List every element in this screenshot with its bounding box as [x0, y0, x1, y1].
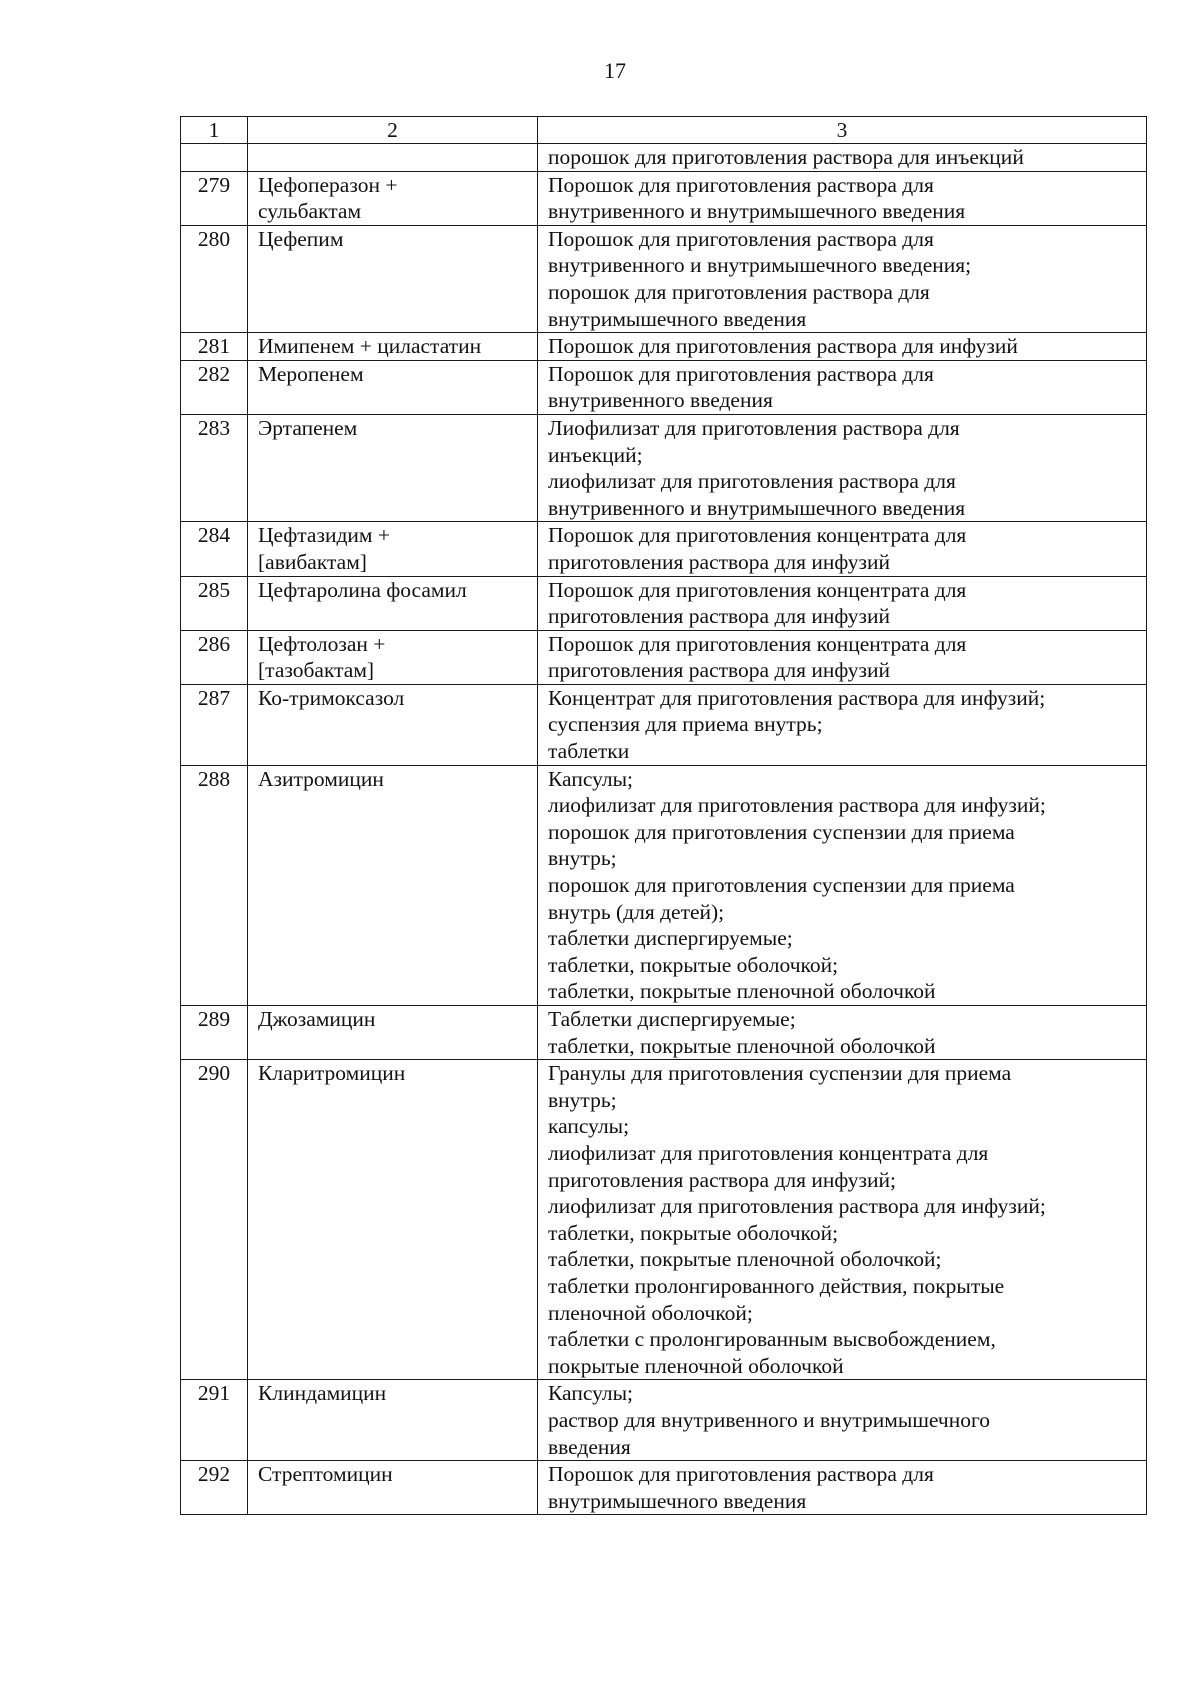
row-number: 280 — [181, 225, 248, 332]
dosage-forms — [538, 360, 1147, 414]
dosage-form-line: капсулы; — [548, 1114, 630, 1139]
drug-name — [248, 333, 538, 361]
table-row — [181, 765, 1147, 1005]
table-header-row — [181, 117, 1147, 144]
dosage-form-line: внутрь; — [548, 1087, 617, 1112]
dosage-form-line: внутривенного и внутримышечного введения — [548, 495, 966, 520]
row-number: 279 — [181, 171, 248, 225]
table-row — [181, 333, 1147, 361]
dosage-forms — [538, 1461, 1147, 1515]
dosage-form-line: порошок для приготовления раствора для — [548, 279, 930, 304]
dosage-form-line: раствор для внутривенного и внутримышечного — [548, 1407, 991, 1432]
dosage-form-line: таблетки — [548, 739, 630, 764]
table-row — [181, 684, 1147, 765]
dosage-forms — [538, 1006, 1147, 1060]
row-number: 283 — [181, 414, 248, 521]
dosage-forms — [538, 144, 1147, 172]
dosage-forms — [538, 522, 1147, 576]
dosage-form-line: приготовления раствора для инфузий — [548, 549, 891, 574]
dosage-form-line: лиофилизат для приготовления раствора для инфузий; — [548, 1194, 1046, 1219]
row-number: 289 — [181, 1006, 248, 1060]
dosage-form-line: Капсулы; — [548, 766, 634, 791]
row-number: 292 — [181, 1461, 248, 1515]
dosage-form-line: лиофилизат для приготовления концентрата для — [548, 1140, 989, 1165]
dosage-form-line: внутривенного и внутримышечного введения; — [548, 253, 972, 278]
column-header-3: 3 — [538, 117, 1147, 144]
drug-name-line: Имипенем + циластатин — [258, 334, 482, 359]
dosage-form-line: внутрь; — [548, 846, 617, 871]
drug-name — [248, 576, 538, 630]
dosage-form-line: Порошок для приготовления раствора для инфузий — [548, 334, 1018, 359]
drug-name — [248, 171, 538, 225]
dosage-forms — [538, 1060, 1147, 1380]
row-number: 282 — [181, 360, 248, 414]
dosage-form-line: Порошок для приготовления раствора для — [548, 172, 934, 197]
dosage-form-line: Капсулы; — [548, 1381, 634, 1406]
drug-name-line: Эртапенем — [258, 415, 358, 440]
row-number: 286 — [181, 630, 248, 684]
dosage-form-line: таблетки, покрытые пленочной оболочкой — [548, 979, 936, 1004]
dosage-form-line: Порошок для приготовления концентрата для — [548, 577, 967, 602]
dosage-form-line: суспензия для приема внутрь; — [548, 712, 823, 737]
drug-name-line: Азитромицин — [258, 766, 384, 791]
drug-name-line: Джозамицин — [258, 1007, 376, 1031]
table-row — [181, 171, 1147, 225]
drug-name — [248, 630, 538, 684]
table-row — [181, 144, 1147, 172]
row-number: 291 — [181, 1380, 248, 1461]
dosage-form-line: таблетки диспергируемые; — [548, 926, 793, 951]
row-number: 287 — [181, 684, 248, 765]
dosage-form-line: пленочной оболочкой; — [548, 1300, 753, 1325]
dosage-form-line: введения — [548, 1434, 631, 1459]
dosage-form-line: таблетки, покрытые пленочной оболочкой — [548, 1033, 936, 1058]
table-row — [181, 414, 1147, 521]
drug-name-line: Цефтаролина фосамил — [258, 577, 467, 602]
dosage-form-line: внутривенного и внутримышечного введения — [548, 199, 966, 224]
dosage-form-line: Порошок для приготовления концентрата для — [548, 631, 967, 656]
drug-name-line: сульбактам — [258, 199, 362, 224]
dosage-forms — [538, 576, 1147, 630]
drug-name-line: Кларитромицин — [258, 1061, 406, 1086]
drug-name — [248, 1060, 538, 1380]
dosage-form-line: Лиофилизат для приготовления раствора для — [548, 415, 960, 440]
table-row — [181, 522, 1147, 576]
dosage-form-line: таблетки, покрытые оболочкой; — [548, 1220, 839, 1245]
dosage-forms — [538, 414, 1147, 521]
drug-name — [248, 1380, 538, 1461]
row-number: 285 — [181, 576, 248, 630]
column-header-1: 1 — [181, 117, 248, 144]
dosage-forms — [538, 630, 1147, 684]
row-number: 288 — [181, 765, 248, 1005]
dosage-form-line: приготовления раствора для инфузий; — [548, 1167, 897, 1192]
page-number: 17 — [604, 58, 626, 83]
table-body — [181, 144, 1147, 1515]
dosage-forms — [538, 225, 1147, 332]
row-number: 290 — [181, 1060, 248, 1380]
dosage-forms — [538, 333, 1147, 361]
dosage-form-line: приготовления раствора для инфузий — [548, 658, 891, 683]
dosage-form-line: приготовления раствора для инфузий — [548, 604, 891, 629]
dosage-form-line: таблетки с пролонгированным высвобождением, — [548, 1327, 996, 1352]
dosage-form-line: инъекций; — [548, 442, 643, 467]
drug-name — [248, 414, 538, 521]
drug-name-line: Меропенем — [258, 361, 364, 386]
drug-name-line: Цефепим — [258, 226, 344, 251]
dosage-form-line: Концентрат для приготовления раствора для инфузий; — [548, 685, 1046, 710]
drug-name — [248, 765, 538, 1005]
dosage-form-line: Таблетки диспергируемые; — [548, 1007, 796, 1031]
dosage-form-line: Порошок для приготовления раствора для — [548, 1462, 934, 1487]
drug-name-line: Цефоперазон + — [258, 172, 398, 197]
dosage-form-line: Порошок для приготовления концентрата для — [548, 523, 967, 548]
table-row — [181, 630, 1147, 684]
row-number: 281 — [181, 333, 248, 361]
row-number: 284 — [181, 522, 248, 576]
drug-name-line: Стрептомицин — [258, 1462, 393, 1487]
drug-table — [180, 116, 1147, 1515]
drug-name — [248, 1461, 538, 1515]
table-row — [181, 1006, 1147, 1060]
drug-name-line: [тазобактам] — [258, 658, 375, 683]
column-header-2: 2 — [248, 117, 538, 144]
table-row — [181, 576, 1147, 630]
table-row — [181, 225, 1147, 332]
table-row — [181, 1060, 1147, 1380]
dosage-form-line: внутрь (для детей); — [548, 899, 725, 924]
dosage-form-line: Порошок для приготовления раствора для — [548, 226, 934, 251]
dosage-forms — [538, 171, 1147, 225]
dosage-form-line: порошок для приготовления суспензии для приема — [548, 873, 1015, 898]
dosage-forms — [538, 765, 1147, 1005]
drug-name — [248, 225, 538, 332]
drug-name-line: Клиндамицин — [258, 1381, 387, 1406]
row-number — [181, 144, 248, 172]
drug-name-line: Ко-тримоксазол — [258, 685, 405, 710]
dosage-form-line: лиофилизат для приготовления раствора для инфузий; — [548, 793, 1046, 818]
dosage-form-line: лиофилизат для приготовления раствора для — [548, 469, 956, 494]
drug-name — [248, 1006, 538, 1060]
table-row — [181, 1380, 1147, 1461]
dosage-forms — [538, 684, 1147, 765]
dosage-forms — [538, 1380, 1147, 1461]
drug-name — [248, 360, 538, 414]
table-row — [181, 360, 1147, 414]
dosage-form-line: внутримышечного введения — [548, 306, 807, 331]
dosage-form-line: покрытые пленочной оболочкой — [548, 1353, 844, 1378]
drug-name-line: Цефтазидим + — [258, 523, 391, 548]
drug-name-line: Цефтолозан + — [258, 631, 386, 656]
drug-name — [248, 684, 538, 765]
dosage-form-line: Гранулы для приготовления суспензии для приема — [548, 1061, 1012, 1086]
table-row — [181, 1461, 1147, 1515]
drug-name-line: [авибактам] — [258, 549, 367, 574]
dosage-form-line: таблетки пролонгированного действия, покрытые — [548, 1273, 1005, 1298]
dosage-form-line: таблетки, покрытые оболочкой; — [548, 952, 839, 977]
dosage-form-line: порошок для приготовления суспензии для приема — [548, 819, 1015, 844]
drug-name — [248, 144, 538, 172]
dosage-form-line: внутривенного введения — [548, 388, 773, 413]
dosage-form-line: таблетки, покрытые пленочной оболочкой; — [548, 1247, 942, 1272]
drug-name — [248, 522, 538, 576]
dosage-form-line: порошок для приготовления раствора для инъекций — [548, 145, 1024, 169]
dosage-form-line: Порошок для приготовления раствора для — [548, 361, 934, 386]
dosage-form-line: внутримышечного введения — [548, 1488, 807, 1513]
